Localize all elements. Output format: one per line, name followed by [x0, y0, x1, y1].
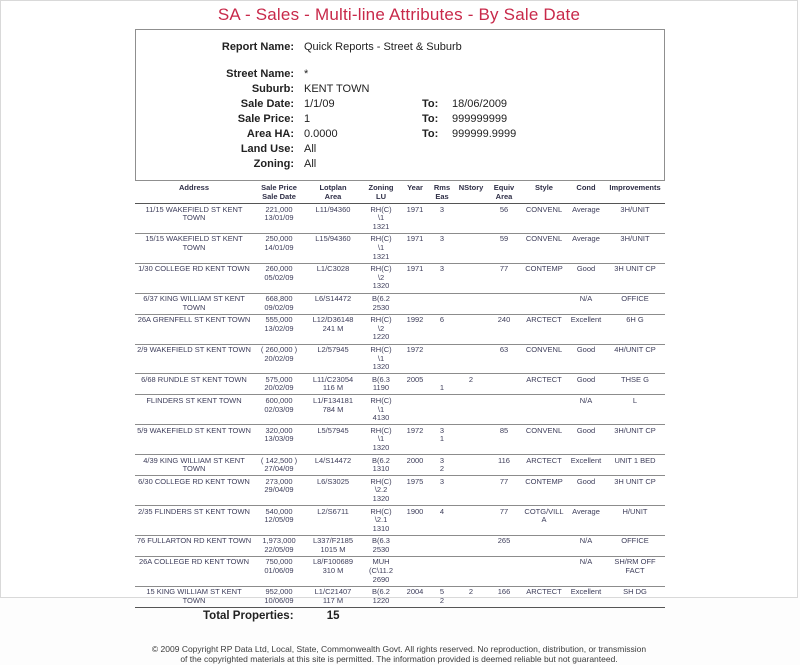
cell-cond: Good — [576, 476, 596, 486]
sale-price-label: Sale Price: — [237, 113, 294, 125]
cell-equiv-area: 166 — [497, 587, 511, 597]
land-use-value: All — [304, 143, 317, 155]
cell-equiv-area: 63 — [499, 345, 509, 354]
cell-nstory — [455, 535, 487, 556]
cell-style: COTG/VILLA — [524, 506, 564, 525]
cell-improvements: 4H/UNIT CP — [614, 345, 656, 354]
cell-sale-price-date: 952,000 10/06/09 — [264, 587, 294, 605]
cell-nstory — [455, 293, 487, 314]
sale-price-to-label: To: — [422, 113, 439, 125]
cell-sale-price-date: 1,973,000 22/05/09 — [262, 536, 296, 554]
street-name-label: Street Name: — [226, 68, 294, 80]
cell-improvements: 6H G — [626, 315, 644, 325]
cell-equiv-area: 59 — [499, 234, 509, 244]
cell-equiv-area — [487, 293, 521, 314]
report-body — [135, 29, 665, 622]
cell-nstory — [455, 556, 487, 586]
cell-year: 1972 — [406, 345, 424, 354]
cell-address: 5/9 WAKEFIELD ST KENT TOWN — [137, 425, 251, 435]
cell-sale-price-date: 320,000 13/03/09 — [264, 425, 294, 444]
cell-cond: Good — [576, 374, 596, 384]
cell-address: 76 FULLARTON RD KENT TOWN — [136, 536, 252, 546]
cell-nstory — [455, 263, 487, 293]
cell-year: 2005 — [406, 374, 424, 384]
cell-address: FLINDERS ST KENT TOWN — [146, 395, 242, 405]
cell-lotplan-area: L2/57945 — [317, 345, 349, 354]
param-row-suburb — [142, 82, 658, 97]
total-properties-label: Total Properties: — [203, 609, 294, 622]
cell-improvements: 3H/UNIT — [620, 204, 650, 214]
totals-row — [135, 610, 665, 622]
column-header-sale-price: Sale Price Sale Date — [253, 183, 305, 204]
suburb-value: KENT TOWN — [304, 83, 370, 95]
column-header-improvements: Improvements — [605, 183, 665, 204]
cell-year: 1971 — [406, 264, 424, 274]
cell-zoning-lu: B(6.3 1190 — [372, 374, 390, 393]
table-row — [135, 374, 665, 395]
suburb-label: Suburb: — [251, 83, 294, 95]
copyright-line-1: © 2009 Copyright RP Data Ltd, Local, State, Commonwealth Govt. All rights reserved. No reproduction, distribution, or transmission — [151, 643, 647, 654]
cell-year: 1975 — [406, 476, 424, 486]
area-ha-to-value: 999999.9999 — [452, 128, 517, 140]
table-row — [135, 535, 665, 556]
cell-address: 6/68 RUNDLE ST KENT TOWN — [141, 374, 247, 384]
column-header-year: Year — [401, 183, 429, 204]
zoning-value: All — [304, 158, 317, 170]
cell-improvements: OFFICE — [621, 294, 649, 304]
cell-lotplan-area: L4/S14472 — [314, 455, 352, 465]
cell-nstory — [455, 314, 487, 344]
table-row — [135, 233, 665, 263]
cell-year: 1972 — [406, 425, 424, 435]
cell-zoning-lu: RH(C) \2.1 1310 — [370, 506, 392, 533]
cell-improvements: 3H/UNIT — [620, 234, 650, 244]
cell-style — [521, 293, 567, 314]
cell-sale-price-date: 540,000 12/05/09 — [264, 506, 294, 525]
cell-nstory — [455, 233, 487, 263]
cell-address: 4/39 KING WILLIAM ST KENT TOWN — [143, 455, 245, 474]
cell-zoning-lu: RH(C) \2 1220 — [370, 315, 392, 342]
cell-rms-eas: 3 — [439, 476, 445, 486]
table-row — [135, 455, 665, 476]
cell-lotplan-area: L8/F100689 310 M — [312, 557, 354, 576]
area-ha-to-label: To: — [422, 128, 439, 140]
cell-sale-price-date: 668,800 09/02/09 — [264, 294, 294, 312]
table-body — [135, 204, 665, 608]
table-row — [135, 506, 665, 536]
column-header-zoning: Zoning LU — [361, 183, 401, 204]
cell-equiv-area: 240 — [497, 315, 511, 325]
copyright-line-2: of the copyrighted materials at this site is permitted. The information provided is deemed reliable but not guaranteed. — [180, 654, 618, 665]
cell-nstory — [455, 455, 487, 476]
cell-style: CONVENL — [525, 345, 563, 354]
cell-address: 6/30 COLLEGE RD KENT TOWN — [138, 476, 250, 486]
table-row — [135, 556, 665, 586]
cell-zoning-lu: B(6.2 1220 — [372, 587, 390, 605]
column-header-cond: Cond — [567, 183, 605, 204]
cell-zoning-lu: RH(C) \1 1321 — [370, 234, 392, 261]
column-header-nstory: NStory — [455, 183, 487, 204]
cell-rms-eas: 4 — [439, 506, 445, 516]
cell-lotplan-area: L337/F2185 1015 M — [312, 536, 354, 554]
table-row — [135, 293, 665, 314]
param-row-area-ha — [142, 127, 658, 142]
cell-cond: Average — [572, 506, 600, 516]
cell-address: 6/37 KING WILLIAM ST KENT TOWN — [143, 294, 245, 312]
cell-equiv-area: 85 — [499, 425, 509, 435]
cell-improvements: H/UNIT — [622, 506, 648, 516]
cell-sale-price-date: 555,000 13/02/09 — [264, 315, 294, 333]
cell-style: CONTEMP — [525, 476, 563, 486]
cell-style: ARCTECT — [526, 315, 562, 325]
cell-cond: N/A — [579, 557, 593, 567]
cell-zoning-lu: RH(C) \1 1320 — [370, 345, 392, 372]
cell-lotplan-area: L2/S6711 — [317, 506, 349, 516]
cell-style — [521, 556, 567, 586]
cell-rms-eas: 1 — [439, 383, 445, 393]
cell-year — [401, 293, 429, 314]
cell-rms-eas: 3 2 — [439, 455, 445, 474]
cell-lotplan-area: L6/S3025 — [316, 476, 350, 486]
cell-zoning-lu: B(6.2 2530 — [372, 294, 390, 312]
cell-cond: Excellent — [570, 455, 602, 465]
cell-style: ARCTECT — [526, 455, 562, 465]
zoning-label: Zoning: — [253, 158, 294, 170]
cell-improvements: OFFICE — [621, 536, 649, 546]
column-header-lotplan: Lotplan Area — [305, 183, 361, 204]
param-row-report-name — [142, 40, 658, 55]
cell-nstory: 2 — [468, 587, 474, 597]
cell-cond: Excellent — [570, 587, 602, 597]
report-name-label: Report Name: — [221, 41, 294, 53]
cell-rms-eas — [429, 556, 455, 586]
cell-address: 15/15 WAKEFIELD ST KENT TOWN — [145, 234, 243, 253]
cell-address: 15 KING WILLIAM ST KENT TOWN — [146, 587, 242, 605]
cell-style: CONVENL — [525, 234, 563, 244]
cell-year: 2000 — [406, 455, 424, 465]
cell-sale-price-date: 260,000 05/02/09 — [264, 264, 294, 282]
cell-lotplan-area: L12/D36148 241 M — [312, 315, 354, 333]
cell-style: CONVENL — [525, 204, 563, 214]
cell-equiv-area: 77 — [499, 476, 509, 486]
cell-equiv-area: 56 — [499, 204, 509, 214]
param-row-street-name — [142, 67, 658, 82]
cell-lotplan-area: L15/94360 — [315, 234, 351, 244]
land-use-label: Land Use: — [240, 143, 294, 155]
cell-zoning-lu: RH(C) \1 1320 — [370, 425, 392, 452]
cell-improvements: 3H UNIT CP — [614, 264, 656, 274]
cell-style: CONTEMP — [525, 264, 563, 274]
table-row — [135, 476, 665, 506]
table-header — [135, 183, 665, 204]
cell-lotplan-area: L6/S14472 — [314, 294, 352, 304]
cell-lotplan-area: L1/C3028 — [316, 264, 350, 274]
report-name-value: Quick Reports - Street & Suburb — [304, 41, 462, 53]
cell-sale-price-date: 575,000 20/02/09 — [264, 374, 294, 393]
cell-cond: Average — [572, 234, 600, 244]
cell-year: 1992 — [406, 315, 424, 325]
cell-improvements: L — [632, 395, 638, 405]
table-row — [135, 263, 665, 293]
cell-lotplan-area: L11/94360 — [315, 204, 351, 214]
cell-year: 1971 — [406, 204, 424, 214]
cell-nstory — [455, 395, 487, 425]
cell-nstory — [455, 476, 487, 506]
copyright-footer — [1, 644, 797, 665]
table-header-row — [135, 183, 665, 204]
column-header-address: Address — [135, 183, 253, 204]
cell-rms-eas: 6 — [439, 315, 445, 325]
cell-rms-eas — [429, 344, 455, 374]
street-name-value: * — [304, 68, 309, 80]
cell-sale-price-date: 273,000 29/04/09 — [264, 476, 294, 495]
cell-style: CONVENL — [525, 425, 563, 435]
cell-address: 2/35 FLINDERS ST KENT TOWN — [138, 506, 250, 516]
cell-lotplan-area: L5/57945 — [317, 425, 349, 435]
cell-equiv-area — [487, 374, 521, 395]
cell-style — [521, 395, 567, 425]
cell-nstory — [455, 425, 487, 455]
cell-improvements: 3H/UNIT CP — [614, 425, 656, 435]
table-row — [135, 586, 665, 607]
cell-cond: Good — [576, 425, 596, 435]
cell-rms-eas — [429, 535, 455, 556]
sale-date-label: Sale Date: — [240, 98, 294, 110]
cell-cond: N/A — [579, 294, 593, 304]
page-title: SA - Sales - Multi-line Attributes - By Sale Date — [217, 5, 581, 24]
cell-lotplan-area: L1/F134181 784 M — [312, 395, 354, 414]
cell-cond: N/A — [579, 536, 593, 546]
cell-nstory: 2 — [468, 374, 474, 384]
cell-address: 1/30 COLLEGE RD KENT TOWN — [138, 264, 250, 274]
cell-rms-eas: 3 1 — [439, 425, 445, 444]
table-row — [135, 314, 665, 344]
area-ha-from-value: 0.0000 — [304, 128, 338, 140]
sale-price-to-value: 999999999 — [452, 113, 508, 125]
cell-cond: Good — [576, 264, 596, 274]
param-row-zoning — [142, 157, 658, 172]
cell-nstory — [455, 344, 487, 374]
cell-improvements: 3H UNIT CP — [614, 476, 656, 486]
cell-year: 2004 — [406, 587, 424, 597]
cell-year — [401, 556, 429, 586]
cell-cond: Average — [572, 204, 600, 214]
table-row — [135, 344, 665, 374]
table-row — [135, 395, 665, 425]
cell-address: 26A GRENFELL ST KENT TOWN — [137, 315, 251, 325]
column-header-style: Style — [521, 183, 567, 204]
sales-results-table — [135, 183, 665, 608]
area-ha-label: Area HA: — [246, 128, 294, 140]
cell-equiv-area: 77 — [499, 264, 509, 274]
report-parameters-box — [135, 29, 665, 181]
sale-date-to-value: 18/06/2009 — [452, 98, 508, 110]
cell-style: ARCTECT — [526, 374, 562, 384]
cell-cond: Good — [576, 345, 596, 354]
cell-rms-eas: 3 — [439, 234, 445, 244]
table-row — [135, 204, 665, 234]
cell-cond: Excellent — [570, 315, 602, 325]
column-header-equiv: Equiv Area — [487, 183, 521, 204]
cell-equiv-area: 116 — [498, 455, 510, 465]
sale-date-from-value: 1/1/09 — [304, 98, 335, 110]
cell-sale-price-date: 221,000 13/01/09 — [264, 204, 294, 223]
cell-rms-eas: 3 — [439, 204, 445, 214]
cell-improvements: THSE G — [621, 374, 649, 384]
cell-sale-price-date: ( 142,500 ) 27/04/09 — [260, 455, 298, 474]
cell-year: 1971 — [406, 234, 424, 244]
table-row — [135, 425, 665, 455]
param-row-land-use — [142, 142, 658, 157]
cell-style — [521, 535, 567, 556]
cell-zoning-lu: RH(C) \2 1320 — [370, 264, 392, 291]
cell-equiv-area: 77 — [499, 506, 509, 516]
cell-year — [401, 535, 429, 556]
sale-date-to-label: To: — [422, 98, 439, 110]
param-row-sale-date — [142, 97, 658, 112]
cell-rms-eas: 3 — [439, 264, 445, 274]
cell-year: 1900 — [406, 506, 424, 516]
cell-nstory — [455, 506, 487, 536]
cell-year — [401, 395, 429, 425]
param-row-sale-price — [142, 112, 658, 127]
cell-address: 2/9 WAKEFIELD ST KENT TOWN — [137, 345, 251, 354]
column-header-rms: Rms Eas — [429, 183, 455, 204]
total-properties-value: 15 — [326, 609, 340, 622]
cell-improvements: UNIT 1 BED — [614, 455, 656, 465]
cell-equiv-area — [487, 556, 521, 586]
cell-equiv-area — [487, 395, 521, 425]
cell-style: ARCTECT — [526, 587, 562, 597]
cell-rms-eas: 5 2 — [439, 587, 445, 605]
cell-rms-eas — [429, 395, 455, 425]
cell-address: 11/15 WAKEFIELD ST KENT TOWN — [145, 204, 243, 223]
cell-improvements: SH/RM OFF FACT — [614, 557, 656, 576]
cell-zoning-lu: RH(C) \1 1321 — [370, 204, 392, 231]
cell-lotplan-area: L11/C23054 116 M — [312, 374, 354, 393]
cell-sale-price-date: ( 260,000 ) 20/02/09 — [260, 345, 298, 363]
sale-price-from-value: 1 — [304, 113, 311, 125]
cell-cond: N/A — [579, 395, 593, 405]
cell-address: 26A COLLEGE RD KENT TOWN — [138, 557, 250, 567]
cell-nstory — [455, 204, 487, 234]
cell-sale-price-date: 250,000 14/01/09 — [264, 234, 294, 253]
cell-rms-eas — [429, 293, 455, 314]
cell-lotplan-area: L1/C21407 117 M — [314, 587, 352, 605]
cell-zoning-lu: RH(C) \2.2 1320 — [370, 476, 392, 503]
cell-improvements: SH DG — [623, 587, 647, 597]
cell-zoning-lu: B(6.2 1310 — [372, 455, 390, 474]
cell-zoning-lu: MUH (C\11.2 2690 — [368, 557, 394, 584]
cell-zoning-lu: RH(C) \1 4130 — [370, 395, 392, 423]
cell-sale-price-date: 750,000 01/06/09 — [264, 557, 294, 576]
cell-equiv-area: 265 — [497, 536, 511, 546]
cell-sale-price-date: 600,000 02/03/09 — [264, 395, 294, 414]
cell-zoning-lu: B(6.3 2530 — [372, 536, 390, 554]
